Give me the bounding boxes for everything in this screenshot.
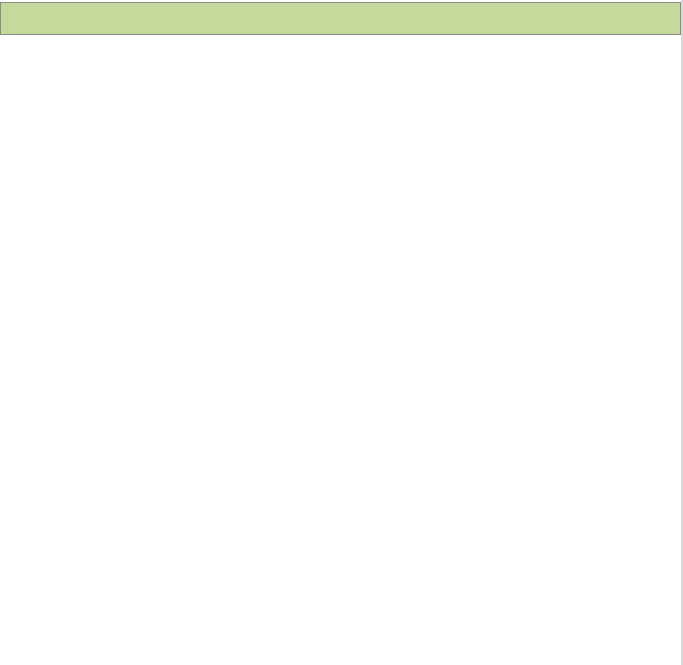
table-title[interactable]: [0, 2, 681, 35]
